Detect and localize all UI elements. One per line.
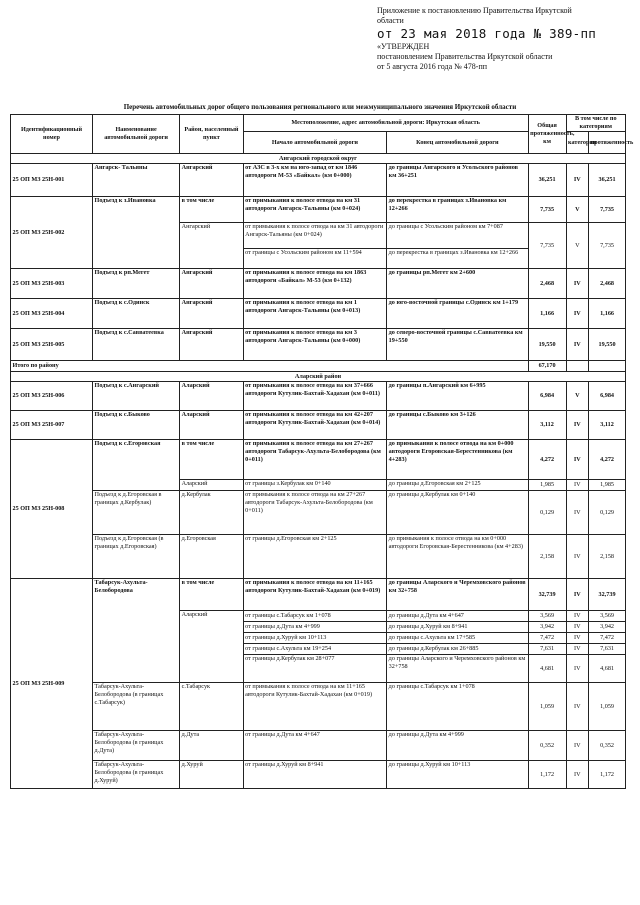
- road-end: до границы д.Кербулак км 26+885: [387, 644, 528, 655]
- road-category: IV: [566, 491, 589, 535]
- road-cat-length: 4,272: [589, 440, 626, 480]
- road-length: 3,112: [528, 411, 566, 440]
- road-end: до границы д.Дута км 4+647: [387, 611, 528, 622]
- road-category: IV: [566, 440, 589, 480]
- road-start: от границы с.Табарсук км 1+078: [243, 611, 387, 622]
- road-category: V: [566, 223, 589, 269]
- road-district: д.Хуруй: [180, 761, 244, 789]
- road-start: от примыкания к полосе отвода на км 37+666 автодороги Кутулик-Бахтай-Хадахан (км 0+011): [243, 382, 387, 411]
- road-category: IV: [566, 644, 589, 655]
- road-name: Табарсук-Ахульта-Белобородова: [93, 579, 180, 683]
- col-header-name: Наименование автомобильной дороги: [93, 115, 180, 154]
- road-end: до перекрестка в границах з.Ивановка км 12+266: [387, 197, 528, 223]
- road-length: 36,251: [528, 164, 566, 197]
- col-header-category: категория: [566, 132, 589, 154]
- road-start: от границы з.Кербулак км 0+140: [243, 480, 387, 491]
- road-cat-length: 3,942: [589, 622, 626, 633]
- road-category: IV: [566, 411, 589, 440]
- road-cat-length: 7,472: [589, 633, 626, 644]
- road-category: IV: [566, 269, 589, 299]
- road-category: IV: [566, 731, 589, 761]
- road-category: IV: [566, 633, 589, 644]
- table-row: [11, 535, 626, 579]
- road-id: 25 ОП МЗ 25Н-004: [11, 299, 93, 329]
- road-id: 25 ОП МЗ 25Н-002: [11, 197, 93, 269]
- road-length: 7,735: [528, 197, 566, 223]
- road-name: Подъезд к рп.Мегет: [93, 269, 180, 299]
- road-cat-length: 32,739: [589, 579, 626, 611]
- road-length: 1,172: [528, 761, 566, 789]
- road-end: до границы д.Егоровская км 2+125: [387, 480, 528, 491]
- road-cat-length: 3,569: [589, 611, 626, 622]
- road-category: IV: [566, 579, 589, 611]
- road-cat-length: 36,251: [589, 164, 626, 197]
- col-header-district: Район, населенный пункт: [180, 115, 244, 154]
- road-district: Ангарский: [180, 269, 244, 299]
- road-name: Подъезд к с.Савватеевка: [93, 329, 180, 361]
- road-length: 2,158: [528, 535, 566, 579]
- road-start: от границы д.Егоровская км 2+125: [243, 535, 387, 579]
- road-category: IV: [566, 480, 589, 491]
- road-district: Аларский: [180, 382, 244, 411]
- table-row: [11, 440, 626, 480]
- road-start: от АЗС в 3-х км на юго-запад от км 1846 автодороги М-53 «Байкал» (км 0+000): [243, 164, 387, 197]
- road-cat-length: 0,352: [589, 731, 626, 761]
- road-start: от примыкания к полосе отвода на км 1863 автодороги «Байкал» М-53 (км 0+132): [243, 269, 387, 299]
- road-end: до границы с.Табарсук км 1+078: [387, 683, 528, 731]
- col-header-start: Начало автомобильной дороги: [243, 132, 387, 154]
- road-start: от границы д.Хуруй км 8+941: [243, 761, 387, 789]
- road-category: IV: [566, 683, 589, 731]
- road-cat-length: 7,631: [589, 644, 626, 655]
- road-length: 4,272: [528, 440, 566, 480]
- road-name: Подъезд к д.Егоровская (в границах д.Егоровская): [93, 535, 180, 579]
- road-length: 7,735: [528, 223, 566, 269]
- road-end: до границы с.Быково км 3+126: [387, 411, 528, 440]
- road-start: от примыкания к полосе отвода на км 3 автодороги Ангарск-Тальяны (км 0+000): [243, 329, 387, 361]
- road-cat-length: 6,984: [589, 382, 626, 411]
- road-id: 25 ОП МЗ 25Н-009: [11, 579, 93, 789]
- road-name: Подъезд к з.Ивановка: [93, 197, 180, 269]
- header-line: области: [377, 16, 404, 25]
- road-length: 3,942: [528, 622, 566, 633]
- road-end: до примыкания к полосе отвода на км 0+000 автодороги Егоровская-Берестенникова (км 4+283): [387, 535, 528, 579]
- header-line: постановлением Правительства Иркутской области: [377, 52, 553, 61]
- col-header-id: Идентификационный номер: [11, 115, 93, 154]
- road-district: в том числе: [180, 197, 244, 223]
- road-start: от примыкания к полосе отвода на км 27+267 автодороги Табарсук-Ахульта-Белобородова (км 0+011): [243, 440, 387, 480]
- table-row: [11, 579, 626, 611]
- road-start: от границы д.Дута км 4+647: [243, 731, 387, 761]
- road-start: от примыкания к полосе отвода на км 31 автодороги Ангарск-Тальяны (км 0+024): [243, 223, 387, 249]
- col-header-incl: В том числе по категориям: [566, 115, 625, 132]
- road-cat-length: 1,166: [589, 299, 626, 329]
- road-name: Табарсук-Ахульта-Белобородова (в границах д.Дута): [93, 731, 180, 761]
- road-cat-length: 7,735: [589, 223, 626, 269]
- road-end: до границы д.Кербулак км 0+140: [387, 491, 528, 535]
- table-row: [11, 683, 626, 731]
- road-start: от примыкания к полосе отвода на км 1 автодороги Ангарск-Тальяны (км 0+013): [243, 299, 387, 329]
- road-id: 25 ОП МЗ 25Н-007: [11, 411, 93, 440]
- road-district: с.Табарсук: [180, 683, 244, 731]
- road-start: от примыкания к полосе отвода на км 42+207 автодороги Кутулик-Бахтай-Хадахан (км 0+014): [243, 411, 387, 440]
- road-district: в том числе: [180, 579, 244, 611]
- road-length: 1,059: [528, 683, 566, 731]
- road-length: 0,352: [528, 731, 566, 761]
- road-district: Ангарский: [180, 329, 244, 361]
- road-category: IV: [566, 622, 589, 633]
- road-length: 32,739: [528, 579, 566, 611]
- road-start: от примыкания к полосе отвода на км 31 автодороги Ангарск-Тальяны (км 0+024): [243, 197, 387, 223]
- road-cat-length: 2,468: [589, 269, 626, 299]
- road-start: от примыкания к полосе отвода на км 27+267 автодороги Табарсук-Ахульта-Белобородова (км 0+011): [243, 491, 387, 535]
- table-row: [11, 761, 626, 789]
- table-row: [11, 731, 626, 761]
- road-end: до примыкания к полосе отвода на км 0+000 автодороги Егоровская-Берестенникова (км 4+283): [387, 440, 528, 480]
- road-start: от примыкания к полосе отвода на км 11+165 автодороги Кутулик-Бахтай-Хадахан (км 0+019): [243, 683, 387, 731]
- road-length: 7,631: [528, 644, 566, 655]
- road-end: до границы Аларского и Черемховского районов км 32+758: [387, 579, 528, 611]
- road-district: д.Дута: [180, 731, 244, 761]
- road-district: Аларский: [180, 611, 244, 683]
- road-category: IV: [566, 611, 589, 622]
- table-row: [11, 164, 626, 197]
- road-end: до северо-восточной границы с.Савватеевка км 19+550: [387, 329, 528, 361]
- road-start: от границы с.Ахульта км 19+254: [243, 644, 387, 655]
- table-row: [11, 329, 626, 361]
- header-line: Приложение к постановлению Правительства Иркутской: [377, 6, 572, 15]
- road-start: от примыкания к полосе отвода на км 11+165 автодороги Кутулик-Бахтай-Хадахан (км 0+019): [243, 579, 387, 611]
- road-district: Аларский: [180, 411, 244, 440]
- road-category: V: [566, 197, 589, 223]
- road-district: в том числе: [180, 440, 244, 480]
- road-length: 2,468: [528, 269, 566, 299]
- road-end: до юго-восточной границы с.Одинск км 1+179: [387, 299, 528, 329]
- road-end: до границы Аларского и Черемховского районов км 32+758: [387, 655, 528, 683]
- road-cat-length: 1,172: [589, 761, 626, 789]
- road-name: Подъезд к с.Егоровская: [93, 440, 180, 491]
- table-row: [11, 299, 626, 329]
- road-start: от границы д.Хуруй км 10+113: [243, 633, 387, 644]
- road-cat-length: 1,985: [589, 480, 626, 491]
- header-resolution-date: от 23 мая 2018 года № 389-пп: [377, 26, 597, 41]
- road-end: до границы с Усольским районом км 7+087: [387, 223, 528, 249]
- road-category: IV: [566, 329, 589, 361]
- road-category: IV: [566, 299, 589, 329]
- road-length: 7,472: [528, 633, 566, 644]
- road-cat-length: 3,112: [589, 411, 626, 440]
- road-category: IV: [566, 535, 589, 579]
- table-row: [11, 411, 626, 440]
- header-line: «УТВЕРЖДЕН: [377, 42, 430, 51]
- road-length: 4,681: [528, 655, 566, 683]
- road-id: 25 ОП МЗ 25Н-008: [11, 440, 93, 579]
- road-district: Ангарский: [180, 223, 244, 269]
- road-district: Аларский: [180, 480, 244, 491]
- road-category: IV: [566, 655, 589, 683]
- road-cat-length: 4,681: [589, 655, 626, 683]
- document-title: Перечень автомобильных дорог общего пользования регионального или межмуниципального значения Иркутской области: [123, 103, 517, 111]
- road-end: до границы д.Хуруй км 8+941: [387, 622, 528, 633]
- road-district: д.Кербулак: [180, 491, 244, 535]
- col-header-length: Общая протяженность, км: [528, 115, 566, 154]
- road-length: 6,984: [528, 382, 566, 411]
- total-row: [11, 361, 626, 372]
- road-end: до границы Ангарского и Усольского районов км 36+251: [387, 164, 528, 197]
- road-name: Подъезд к с.Одинск: [93, 299, 180, 329]
- road-id: 25 ОП МЗ 25Н-005: [11, 329, 93, 361]
- road-end: до границы д.Хуруй км 10+113: [387, 761, 528, 789]
- road-cat-length: 0,129: [589, 491, 626, 535]
- section-heading: Ангарский городской округ: [11, 154, 626, 164]
- road-id: 25 ОП МЗ 25Н-001: [11, 164, 93, 197]
- table-row: [11, 382, 626, 411]
- road-category: IV: [566, 164, 589, 197]
- roads-table: [10, 114, 634, 789]
- road-end: до перекрестка в границах з.Ивановка км 12+266: [387, 249, 528, 269]
- road-start: от границы с Усольским районом км 11+594: [243, 249, 387, 269]
- road-id: 25 ОП МЗ 25Н-003: [11, 269, 93, 299]
- road-cat-length: 7,735: [589, 197, 626, 223]
- document-header: [377, 6, 627, 72]
- road-length: 19,550: [528, 329, 566, 361]
- section-heading: Аларский район: [11, 372, 626, 382]
- road-name: Табарсук-Ахульта-Белобородова (в границах с.Табарсук): [93, 683, 180, 731]
- road-district: д.Егоровская: [180, 535, 244, 579]
- total-label: Итого по району: [11, 361, 529, 372]
- road-start: от границы д.Кербулак км 28+077: [243, 655, 387, 683]
- road-end: до границы рп.Мегет км 2+600: [387, 269, 528, 299]
- header-line: от 5 августа 2016 года № 478-пп: [377, 62, 488, 71]
- table-row: [11, 269, 626, 299]
- col-header-location: Местоположение, адрес автомобильной дороги: Иркутская область: [243, 115, 528, 132]
- road-district: Ангарский: [180, 164, 244, 197]
- road-name: Подъезд к с.Быково: [93, 411, 180, 440]
- table-row: [11, 491, 626, 535]
- col-header-end: Конец автомобильной дороги: [387, 132, 528, 154]
- road-start: от границы д.Дута км 4+999: [243, 622, 387, 633]
- road-length: 1,166: [528, 299, 566, 329]
- road-cat-length: 2,158: [589, 535, 626, 579]
- road-id: 25 ОП МЗ 25Н-006: [11, 382, 93, 411]
- total-value: 67,170: [528, 361, 566, 372]
- road-name: Табарсук-Ахульта-Белобородова (в границах д.Хуруй): [93, 761, 180, 789]
- road-district: Ангарский: [180, 299, 244, 329]
- table-row: [11, 197, 626, 223]
- road-length: 0,129: [528, 491, 566, 535]
- road-cat-length: 19,550: [589, 329, 626, 361]
- road-name: Подъезд к с.Ангарский: [93, 382, 180, 411]
- road-length: 1,985: [528, 480, 566, 491]
- road-end: до границы с.Ахульта км 17+585: [387, 633, 528, 644]
- road-name: Ангарск- Тальяны: [93, 164, 180, 197]
- road-length: 3,569: [528, 611, 566, 622]
- col-header-cat-length: протяженность: [589, 132, 626, 154]
- road-end: до границы п.Ангарский км 6+995: [387, 382, 528, 411]
- road-category: IV: [566, 761, 589, 789]
- road-category: V: [566, 382, 589, 411]
- road-cat-length: 1,059: [589, 683, 626, 731]
- road-name: Подъезд к д.Егоровская в границах д.Кербулак): [93, 491, 180, 535]
- road-end: до границы д.Дута км 4+999: [387, 731, 528, 761]
